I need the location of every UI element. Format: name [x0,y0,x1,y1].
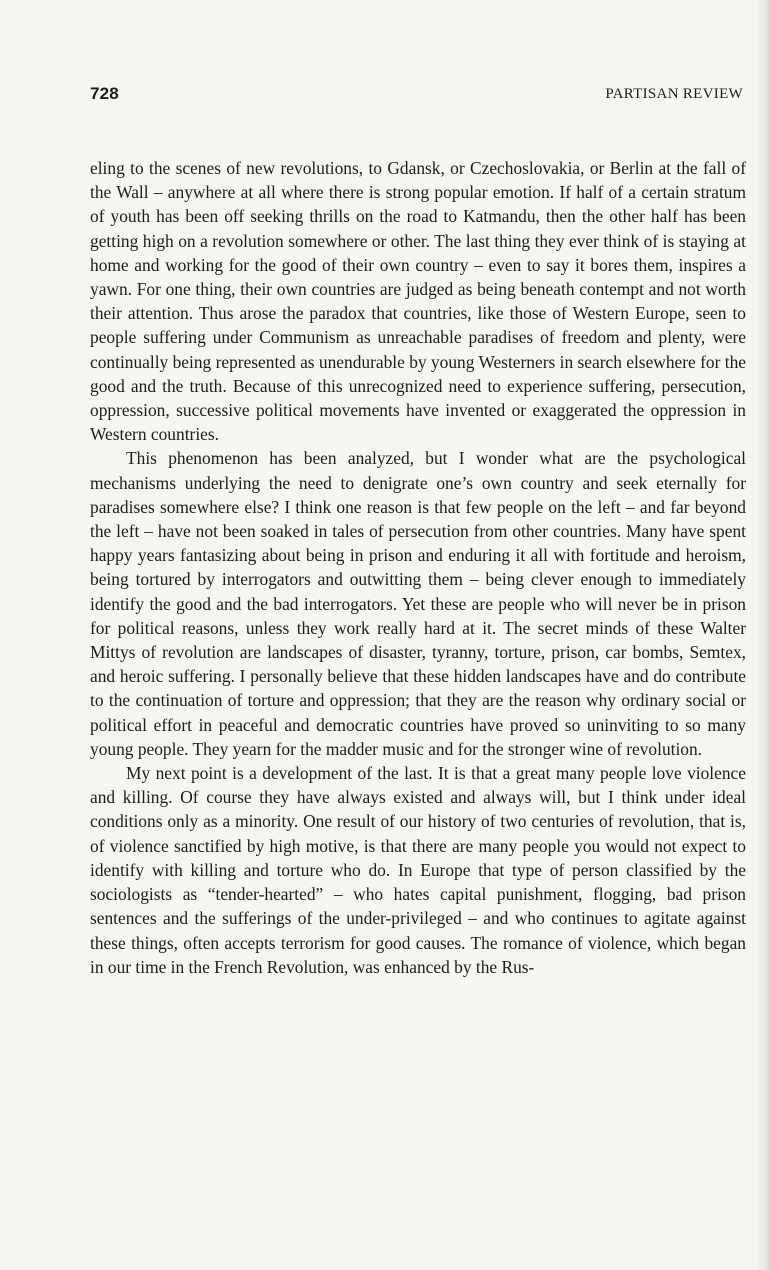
paragraph-1: eling to the scenes of new revolutions, to Gdansk, or Czechoslovakia, or Berlin at the fall of the Wall – anywhere at all where there is strong popular emotion. If half of a certain stratum of youth has been off seeking thrills on the road to Katmandu, then the other half has been getting high on a revolution somewhere or other. The last thing they ever think of is staying at home and working for the good of their own country – even to say it bores them, inspires a yawn. For one thing, their own countries are judged as being beneath contempt and not worth their attention. Thus arose the paradox that countries, like those of Western Europe, seen to people suffering under Communism as unreachable paradises of freedom and plenty, were continually being represented as unendurable by young Westerners in search elsewhere for the good and the truth. Because of this unrecognized need to experience suffering, persecution, oppression, successive political movements have invented or exaggerated the oppression in Western countries. [90,158,746,445]
page-number: 728 [90,84,119,103]
article-body [90,156,746,979]
running-head: PARTISAN REVIEW [605,86,743,102]
page-edge-shadow [756,0,770,1270]
paragraph-2: This phenomenon has been analyzed, but I wonder what are the psychological mechanisms underlying the need to denigrate one’s own country and seek eternally for paradises somewhere else? I think one reason is that few people on the left – and far beyond the left – have not been soaked in tales of persecution from other countries. Many have spent happy years fantasizing about being in prison and enduring it all with fortitude and heroism, being tortured by interrogators and outwitting them – being clever enough to immediately identify the good and the bad interrogators. Yet these are people who will never be in prison for political reasons, unless they work really hard at it. The secret minds of these Walter Mittys of revolution are landscapes of disaster, tyranny, torture, prison, car bombs, Semtex, and heroic suffering. I personally believe that these hidden landscapes have and do contribute to the continuation of torture and oppression; that they are the reason why ordinary social or political effort in peaceful and democratic countries have proved so uninviting to so many young people. They yearn for the madder music and for the stronger wine of revolution. [90,448,746,759]
paragraph-3: My next point is a development of the last. It is that a great many people love violence and killing. Of course they have always existed and always will, but I think under ideal conditions only as a minority. One result of our history of two centuries of revolution, that is, of violence sanctified by high motive, is that there are many people you would not expect to identify with killing and torture who do. In Europe that type of person classified by the sociologists as “tender-hearted” – who hates capital punishment, flogging, bad prison sentences and the sufferings of the under-privileged – and who continues to agitate against these things, often accepts terrorism for good causes. The romance of violence, which began in our time in the French Revolution, was enhanced by the Rus- [90,763,746,977]
page-header [90,84,743,108]
